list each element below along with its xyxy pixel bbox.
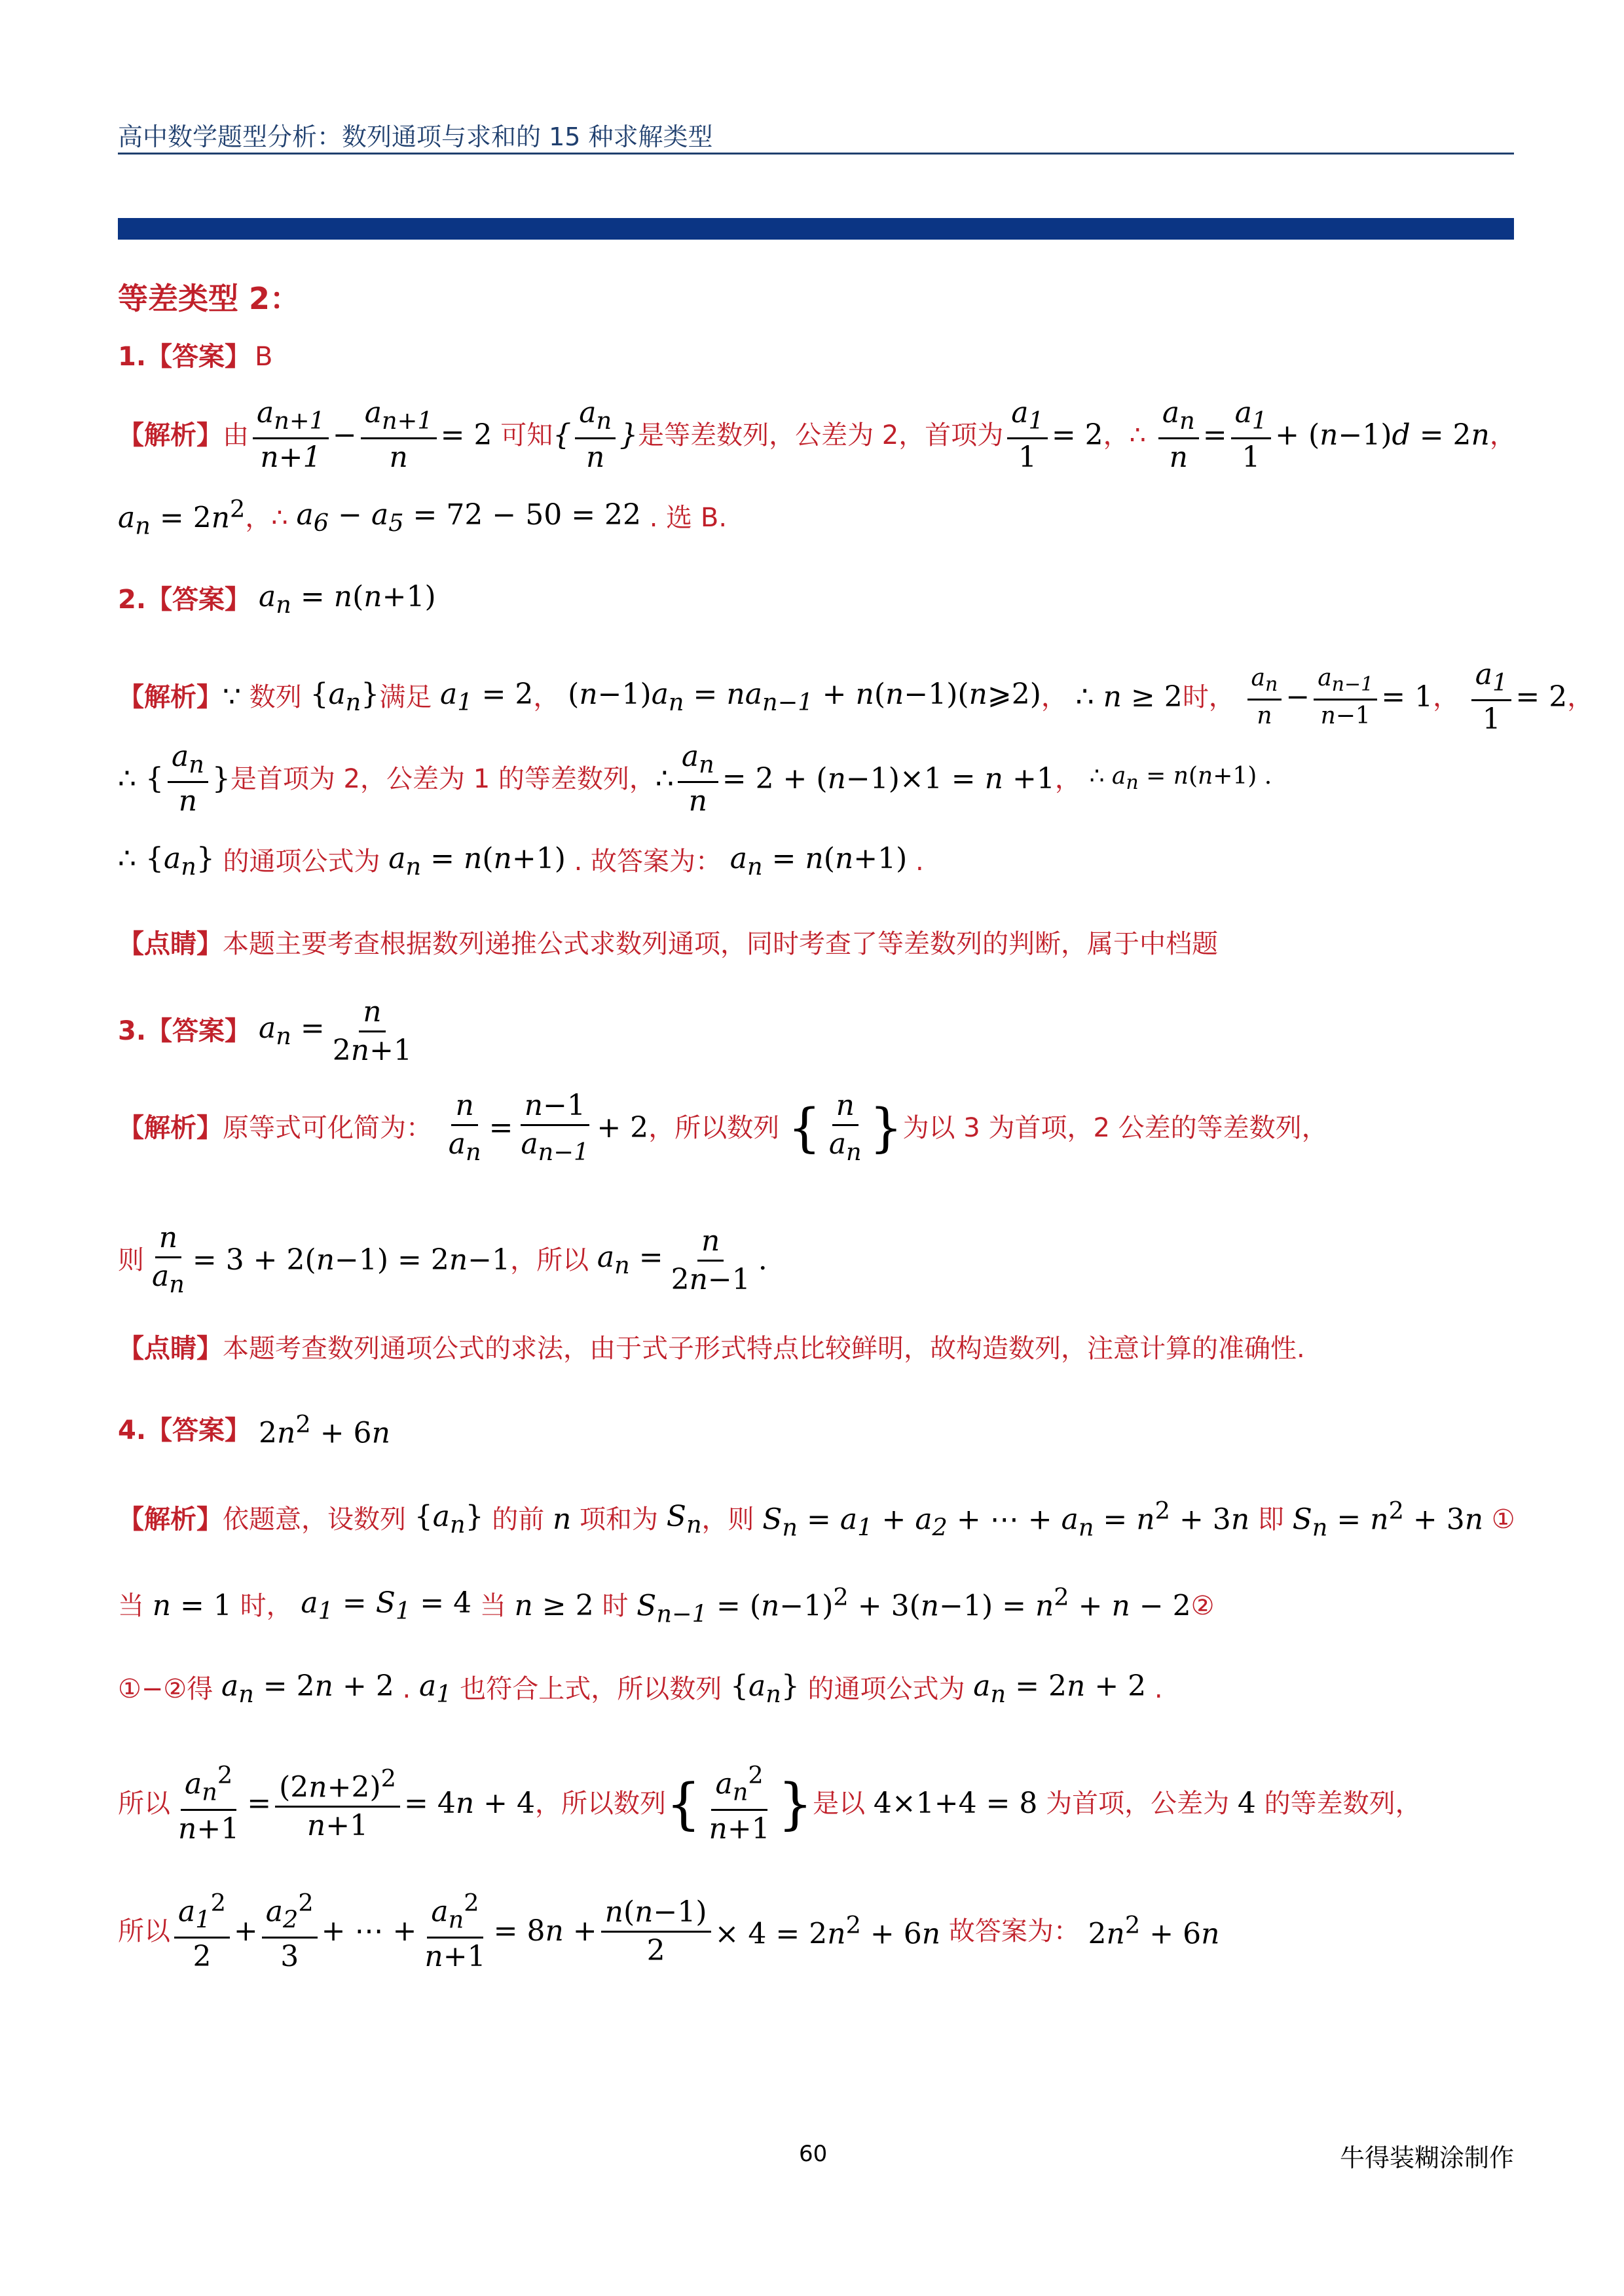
comment-text: 本题主要考查根据数列递推公式求数列通项，同时考查了等差数列的判断，属于中档题 bbox=[223, 929, 1218, 959]
footer-author: 牛得装糊涂制作 bbox=[1339, 2143, 1514, 2172]
problem-number: 4. bbox=[118, 1415, 147, 1446]
section-title: 等差类型 2： bbox=[118, 281, 301, 316]
problem-2-answer: 2. 【答案】 $a_n = n(n+1)$ bbox=[118, 580, 436, 619]
problem-number: 1. bbox=[118, 342, 147, 372]
problem-3-answer: 3. 【答案】 $a_n$ = $\frac{n}{2n+1}$ bbox=[118, 994, 412, 1067]
header-title: 高中数学题型分析：数列通项与求和的 15 种求解类型 bbox=[118, 122, 713, 151]
problem-2-analysis-line-1: 【解析】 ∵ 数列 $\{a_n\}$ 满足 $a_1 = 2$ ， $(n-1)a_n = na_{n-1}$ + n(n−1)(n⩾2) ， ∴ n ≥ 2 时， $\frac{a_n}{n}$ − $\frac{a_{n-1}}{n-1}$ = 1 ， $\frac{a_1}{1}$ = 2 ， bbox=[118, 658, 1594, 736]
page-number: 60 bbox=[799, 2141, 828, 2167]
problem-number: 2. bbox=[118, 585, 147, 615]
problem-4-analysis-line-1: 【解析】 依题意，设数列 $\{a_n\}$ 的前 n 项和为 $S_n$ ，则 $S_n = a_1 + a_2$ + ⋯ + $a_n = n^2 + 3n$ 即 $S_n = n^2 + 3n$ ① bbox=[118, 1497, 1515, 1542]
comment-label: 【点睛】 bbox=[118, 929, 223, 959]
answer-label: 【答案】 bbox=[146, 1016, 251, 1046]
answer-label: 【答案】 bbox=[146, 342, 251, 372]
analysis-label: 【解析】 bbox=[118, 1504, 223, 1535]
problem-2-comment bbox=[118, 931, 1514, 957]
problem-1-answer bbox=[118, 344, 1514, 370]
answer-label: 【答案】 bbox=[146, 585, 251, 615]
problem-1-analysis-line-2: $a_n = 2n^2$ ，∴ $a_6 - a_5 = 72 - 50 = 22$ . 选 B. bbox=[118, 495, 728, 540]
problem-4-analysis-line-2: 当 n = 1 时， $a_1 = S_1 = 4$ 当 n ≥ 2 时 $S_{n-1} = (n-1)^2 + 3(n-1) = n^2 + n - 2$ ② bbox=[118, 1583, 1215, 1628]
analysis-label: 【解析】 bbox=[118, 1113, 223, 1143]
comment-text: 本题考查数列通项公式的求法，由于式子形式特点比较鲜明，故构造数列，注意计算的准确性. bbox=[223, 1334, 1305, 1364]
analysis-label: 【解析】 bbox=[118, 682, 223, 712]
problem-1-analysis-line-1: 【解析】 由 $\frac{a_{n+1}}{n+1}$ − $\frac{a_{n+1}}{n}$ = 2 可知 { $\frac{a_n}{n}$ } 是等差数列，公差为 2，首项为 $\frac{a_1}{1}$ = 2 ，∴ $\frac{a_n}{n}$ = $\frac{a_1}{1}$ + (n−1)d = 2n ， bbox=[118, 396, 1516, 474]
problem-2-analysis-line-2: ∴ { $\frac{a_n}{n}$ } 是首项为 2，公差为 1 的等差数列， ∴ $\frac{a_n}{n}$ = 2 + (n−1)×1 = n +1 ， ∴ $a_n = n(n+1)$ . bbox=[118, 740, 1272, 818]
problem-4-analysis-line-5: 所以 $\frac{a_1^2}{2}$ + $\frac{a_2^2}{3}$ + ⋯ + $\frac{a_n^2}{n+1}$ = 8n + $\frac{n(n-1)}{2}$ × $4 = 2n^2 + 6n$ 故答案为： $2n^2 + 6n$ bbox=[118, 1889, 1220, 1973]
problem-4-answer: 4. 【答案】 $2n^2 + 6n$ bbox=[118, 1410, 390, 1450]
header-band bbox=[118, 218, 1514, 240]
problem-number: 3. bbox=[118, 1016, 147, 1046]
analysis-label: 【解析】 bbox=[118, 420, 223, 450]
comment-label: 【点睛】 bbox=[118, 1334, 223, 1364]
problem-3-analysis-line-1: 【解析】 原等式可化简为： $\frac{n}{a_n}$ = $\frac{n-1}{a_{n-1}}$ + 2 ，所以数列 { $\frac{n}{a_n}$ } 为以 3 为首项，2 公差的等差数列， bbox=[118, 1089, 1328, 1167]
answer-label: 【答案】 bbox=[146, 1415, 251, 1446]
header-rule bbox=[118, 153, 1514, 155]
answer-value: B bbox=[255, 342, 273, 372]
problem-3-analysis-line-2: 则 $\frac{n}{a_n}$ = 3 + 2(n−1) = 2n−1 ，所以 $a_n$ = $\frac{n}{2n-1}$ . bbox=[118, 1221, 767, 1299]
problem-4-analysis-line-3: ①−②得 $a_n = 2n + 2$ . $a_1$ 也符合上式，所以数列 $\{a_n\}$ 的通项公式为 $a_n = 2n + 2$ . bbox=[118, 1669, 1163, 1708]
problem-3-comment bbox=[118, 1336, 1514, 1362]
problem-4-analysis-line-4: 所以 $\frac{a_n^2}{n+1}$ = $\frac{(2n+2)^2}{n+1}$ = 4n + 4 ，所以数列 { $\frac{a_n^2}{n+1}$ } 是以 4×1+4 = 8 为首项，公差为 4 的等差数列， bbox=[118, 1761, 1422, 1846]
problem-2-analysis-line-3: ∴ $\{a_n\}$ 的通项公式为 $a_n = n(n+1)$ . 故答案为： $a_n = n(n+1)$ . bbox=[118, 842, 924, 881]
